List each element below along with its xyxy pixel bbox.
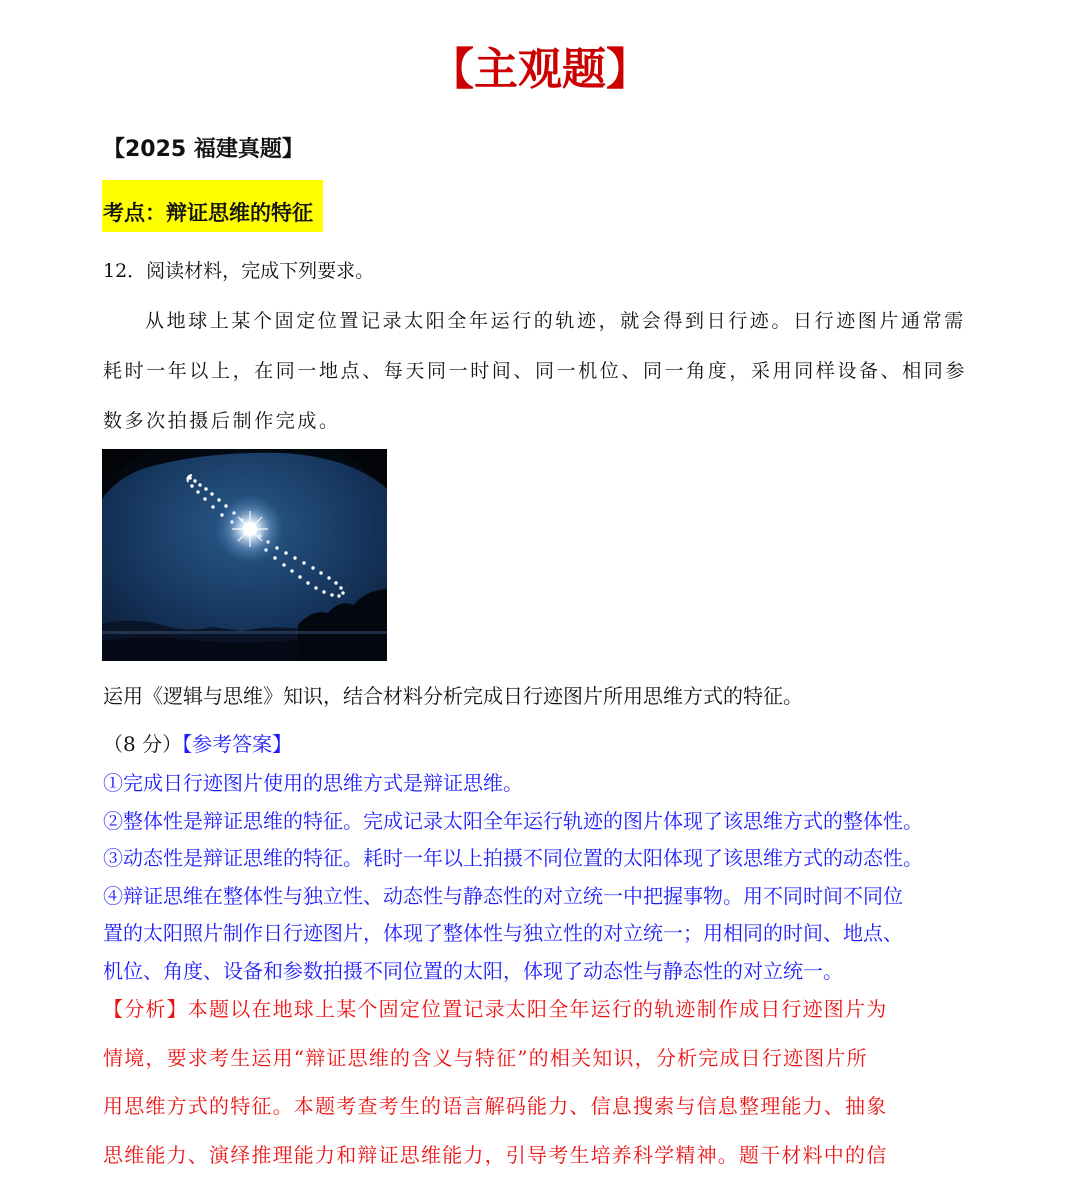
score-label: （8 分）	[103, 732, 183, 756]
question-line: 12．阅读材料，完成下列要求。	[103, 260, 375, 282]
page-title: 【主观题】	[430, 44, 650, 95]
topic-label: 考点：辩证思维的特征	[103, 201, 313, 225]
material-line: 从地球上某个固定位置记录太阳全年运行的轨迹，就会得到日行迹。日行迹图片通常需	[145, 310, 966, 332]
material-paragraph	[103, 302, 983, 452]
reference-answer-label: 【参考答案】	[182, 732, 293, 756]
analysis-line: 思维能力、演绎推理能力和辩证思维能力，引导考生培养科学精神。题干材料中的信	[103, 1142, 888, 1167]
answer-line: ③动态性是辩证思维的特征。耗时一年以上拍摄不同位置的太阳体现了该思维方式的动态性。	[103, 846, 923, 870]
source-tag: 【2025 福建真题】	[103, 137, 304, 162]
material-line: 数多次拍摄后制作完成。	[103, 410, 341, 432]
answer-line: ①完成日行迹图片使用的思维方式是辩证思维。	[103, 771, 523, 795]
analysis-section	[103, 989, 983, 1183]
analysis-line: 情境，要求考生运用“辩证思维的含义与特征”的相关知识，分析完成日行迹图片所	[103, 1045, 868, 1070]
analysis-line: 用思维方式的特征。本题考查考生的语言解码能力、信息搜索与信息整理能力、抽象	[103, 1094, 888, 1118]
answer-line: 机位、角度、设备和参数拍摄不同位置的太阳，体现了动态性与静态性的对立统一。	[103, 958, 843, 983]
analemma-photo	[102, 449, 387, 661]
answer-line: 置的太阳照片制作日行迹图片，体现了整体性与独立性的对立统一；用相同的时间、地点、	[103, 921, 903, 945]
answer-line: ④辩证思维在整体性与独立性、动态性与静态性的对立统一中把握事物。用不同时间不同位	[103, 883, 903, 908]
score-line	[103, 728, 292, 760]
reference-answers	[103, 765, 1003, 990]
answer-line: ②整体性是辩证思维的特征。完成记录太阳全年运行轨迹的图片体现了该思维方式的整体性。	[103, 808, 923, 833]
material-line: 耗时一年以上，在同一地点、每天同一时间、同一机位、同一角度，采用同样设备、相同参	[103, 360, 968, 382]
analysis-line: 【分析】本题以在地球上某个固定位置记录太阳全年运行的轨迹制作成日行迹图片为	[103, 997, 888, 1021]
prompt-line: 运用《逻辑与思维》知识，结合材料分析完成日行迹图片所用思维方式的特征。	[103, 684, 803, 708]
